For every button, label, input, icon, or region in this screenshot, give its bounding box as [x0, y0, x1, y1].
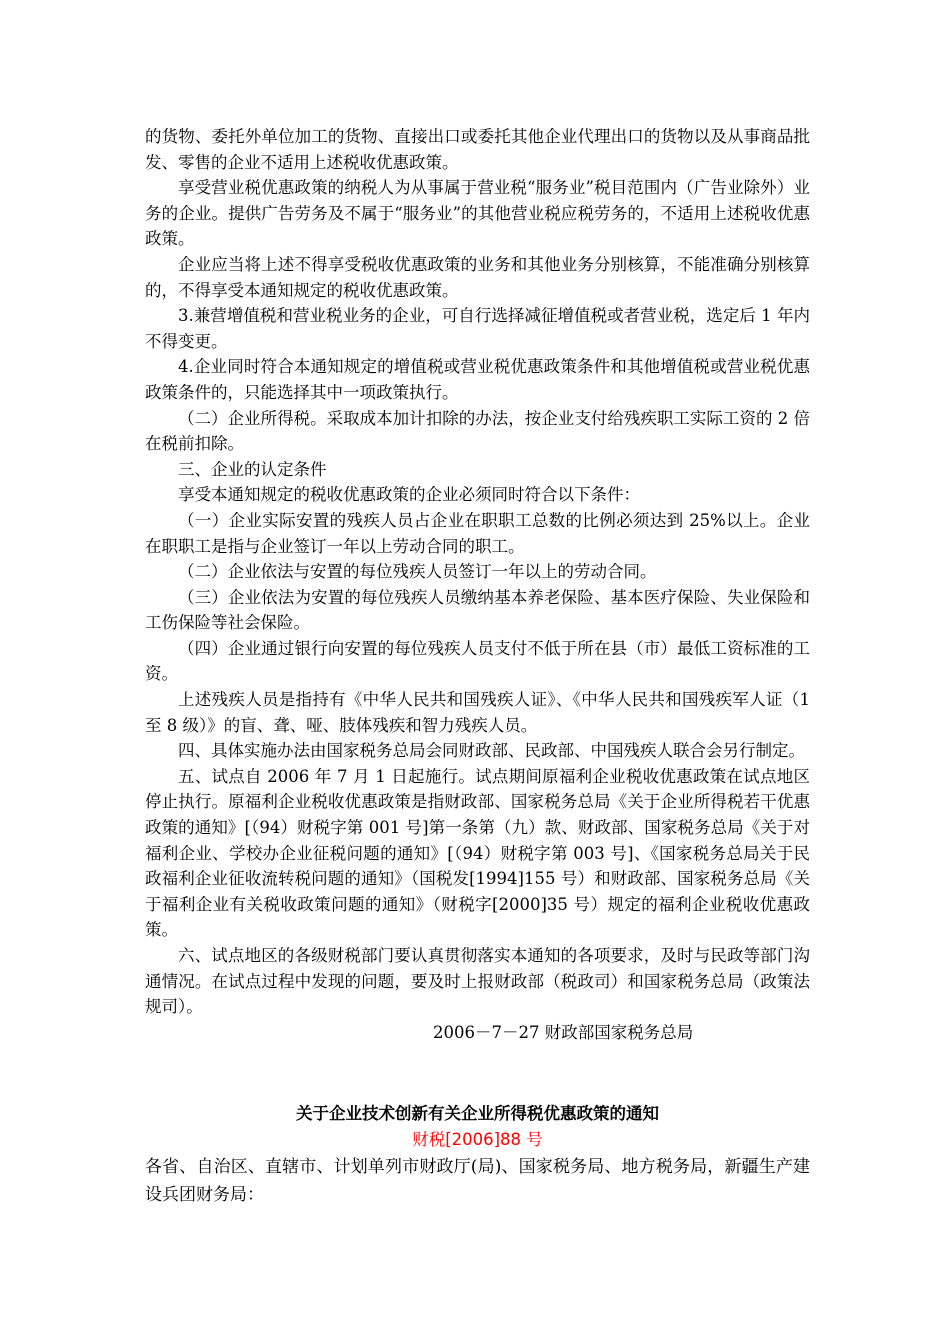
- paragraph-11: （三）企业依法为安置的每位残疾人员缴纳基本养老保险、基本医疗保险、失业保险和工伤保险等社会保险。: [145, 587, 810, 633]
- paragraph-10: （二）企业依法与安置的每位残疾人员签订一年以上的劳动合同。: [178, 562, 657, 582]
- document-content: [145, 124, 810, 1209]
- paragraph-16: 六、试点地区的各级财税部门要认真贯彻落实本通知的各项要求，及时与民政等部门沟通情况。在试点过程中发现的问题，要及时上报财政部（税政司）和国家税务总局（政策法规司）。: [145, 946, 810, 1017]
- paragraph-4: 3.兼营增值税和营业税业务的企业，可自行选择减征增值税或者营业税，选定后 1 年内不得变更。: [145, 306, 810, 351]
- paragraph-13: 上述残疾人员是指持有《中华人民共和国残疾人证》、《中华人民共和国残疾军人证（1 至 8 级）》的盲、聋、哑、肢体残疾和智力残疾人员。: [145, 690, 810, 735]
- paragraph-12: （四）企业通过银行向安置的每位残疾人员支付不低于所在县（市）最低工资标准的工资。: [145, 638, 810, 684]
- paragraph-8: 享受本通知规定的税收优惠政策的企业必须同时符合以下条件：: [178, 485, 640, 505]
- paragraph-2: 享受营业税优惠政策的纳税人为从事属于营业税“服务业”税目范围内（广告业除外）业务的企业。提供广告劳务及不属于“服务业”的其他营业税应税劳务的，不适用上述税收优惠政策。: [145, 178, 810, 249]
- notice-doc-number: 财税[2006]88 号: [412, 1129, 543, 1149]
- paragraph-14: 四、具体实施办法由国家税务总局会同财政部、民政部、中国残疾人联合会另行制定。: [178, 741, 805, 761]
- notice-title: 关于企业技术创新有关企业所得税优惠政策的通知: [296, 1104, 659, 1124]
- paragraph-6: （二）企业所得税。采取成本加计扣除的办法，按企业支付给残疾职工实际工资的 2 倍在税前扣除。: [145, 408, 810, 454]
- signature-line: 2006－7－27 财政部国家税务总局: [433, 1022, 694, 1042]
- paragraph-15: 五、试点自 2006 年 7 月 1 日起施行。试点期间原福利企业税收优惠政策在试点地区停止执行。原福利企业税收优惠政策是指财政部、国家税务总局《关于企业所得税若干优惠政策的通知》[（94）财税字第 001 号]第一条第（九）款、财政部、国家税务总局《关于对福利企业、学校办企业征税问题的通知》[（94）财税字第 003 号]、《国家税务总局关于民政福利企业征收流转税问题的通知》（国税发[1994]155 号）和财政部、国家税务总局《关于福利企业有关税收政策问题的通知》（财税字[2000]35 号）规定的福利企业税收优惠政策。: [145, 766, 810, 940]
- notice-addressee: 各省、自治区、直辖市、计划单列市财政厅(局)、国家税务局、地方税务局，新疆生产建设兵团财务局：: [145, 1156, 810, 1205]
- section-spacer: [145, 1045, 810, 1101]
- section-heading-3: 三、企业的认定条件: [178, 459, 327, 479]
- paragraph-3: 企业应当将上述不得享受税收优惠政策的业务和其他业务分别核算，不能准确分别核算的，不得享受本通知规定的税收优惠政策。: [145, 254, 810, 300]
- paragraph-5: 4.企业同时符合本通知规定的增值税或营业税优惠政策条件和其他增值税或营业税优惠政策条件的，只能选择其中一项政策执行。: [145, 357, 810, 402]
- paragraph-9: （一）企业实际安置的残疾人员占企业在职职工总数的比例必须达到 25%以上。企业在职职工是指与企业签订一年以上劳动合同的职工。: [145, 510, 810, 556]
- paragraph-1: 的货物、委托外单位加工的货物、直接出口或委托其他企业代理出口的货物以及从事商品批发、零售的企业不适用上述税收优惠政策。: [145, 127, 810, 172]
